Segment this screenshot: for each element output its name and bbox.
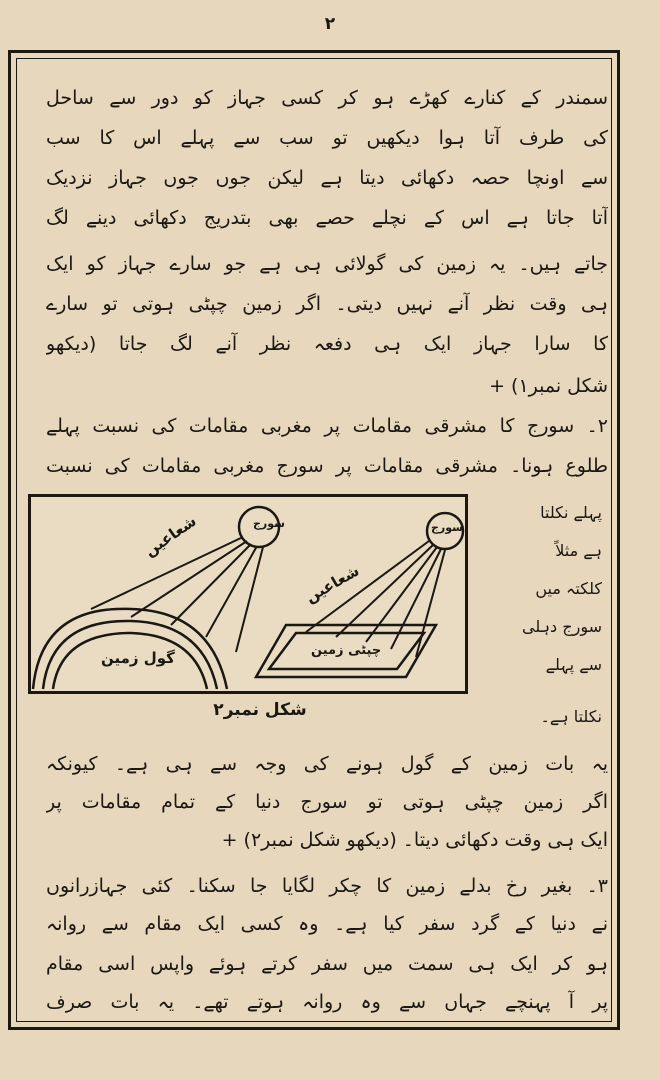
text-line: کا سارا جہاز ایک ہی دفعہ نظر آنے لگ جاتا (دیکھو: [46, 333, 608, 355]
figure-illustration: [28, 494, 468, 694]
figure-caption: شکل نمبر۲: [213, 700, 307, 720]
text-line: کی طرف آتا ہوا دیکھیں تو سب سے پہلے اس کا سب: [46, 127, 608, 149]
text-line: سے اونچا حصہ دکھائی دیتا ہے لیکن جوں جوں جہاز نزدیک: [46, 167, 608, 189]
text-line: پر آ پہنچے جہاں سے وہ روانہ ہوتے تھے۔ یہ بات صرف: [46, 991, 608, 1013]
text-line: آتا جاتا ہے اس کے نچلے حصے بھی بتدریج دکھائی دینے لگ: [46, 207, 608, 229]
text-line: جاتے ہیں۔ یہ زمین کی گولائی ہی ہے جو سارے جہاز کو ایک: [46, 253, 608, 275]
text-line: اگر زمین چپٹی ہوتی تو سورج دنیا کے تمام مقامات پر: [46, 791, 608, 813]
text-line: ہو کر ایک ہی سمت میں سفر کرتے ہوئے واپس اسی مقام: [46, 953, 608, 975]
left-sun-label: سورج: [253, 517, 285, 530]
right-sun-label: سورج: [431, 521, 463, 534]
text-line: طلوع ہونا۔ مشرقی مقامات پر سورج مغربی مقامات کی نسبت: [46, 455, 608, 477]
text-line: یہ بات زمین کے گول ہونے کی وجہ سے ہی ہے۔ کیونکہ: [46, 753, 608, 775]
right-rays-label: شعاعیں: [302, 561, 363, 607]
side-text-line: ہے مثلاً: [555, 541, 602, 560]
side-text-line: سورج دہلی: [522, 617, 602, 636]
text-line: ہی وقت نظر آنے نہیں دیتی۔ اگر زمین چپٹی ہوتی تو سارے: [46, 293, 608, 315]
side-text-line: پہلے نکلتا: [540, 503, 602, 522]
side-text-line: سے پہلے: [545, 655, 602, 674]
section-heading-3: ۳۔ بغیر رخ بدلے زمین کا چکر لگایا جا سکنا۔ کئی جہازرانوں: [46, 875, 608, 897]
text-line: ایک ہی وقت دکھائی دیتا۔ (دیکھو شکل نمبر۲) +: [221, 829, 608, 851]
round-earth-label: گول زمین: [101, 649, 175, 667]
text-line: شکل نمبر۱) +: [489, 375, 608, 397]
left-rays-label: شعاعیں: [141, 511, 200, 561]
section-heading-2: ۲۔ سورج کا مشرقی مقامات پر مغربی مقامات کی نسبت پہلے: [46, 415, 608, 437]
side-text-line: کلکتہ میں: [535, 579, 602, 598]
right-rays: [306, 541, 445, 657]
flat-earth-label: چپٹی زمین: [311, 643, 382, 658]
side-text-line: نکلتا ہے۔: [540, 707, 602, 726]
page-number: ۲: [324, 14, 336, 34]
figure-drawing: [31, 497, 465, 691]
text-line: نے دنیا کے گرد سفر کیا ہے۔ وہ کسی ایک مقام سے روانہ: [46, 913, 608, 935]
text-line: سمندر کے کنارے کھڑے ہو کر کسی جہاز کو دور سے ساحل: [46, 87, 608, 109]
